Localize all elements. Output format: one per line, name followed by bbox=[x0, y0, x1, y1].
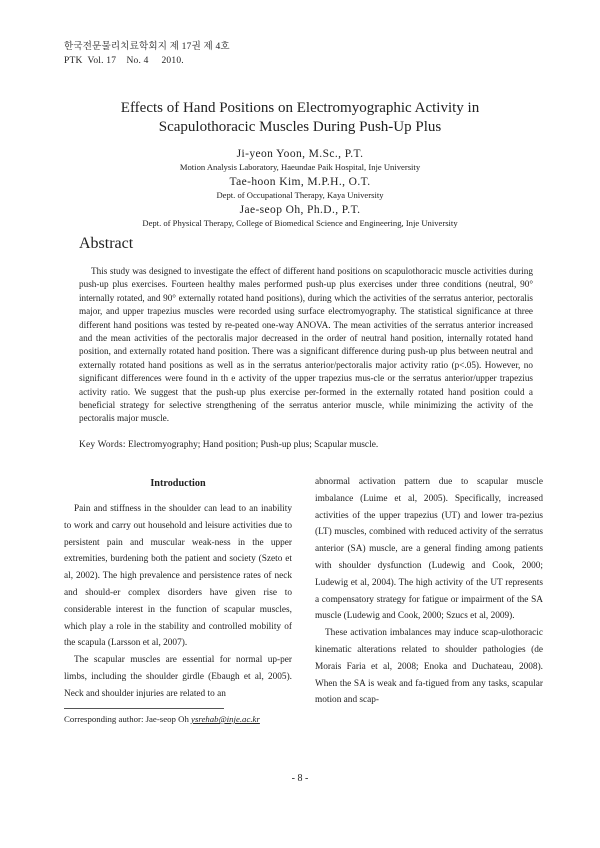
author-block bbox=[40, 147, 560, 231]
author-name: Tae-hoon Kim, M.P.H., O.T. bbox=[229, 176, 371, 188]
corresponding-author-footnote bbox=[64, 713, 260, 725]
right-column bbox=[315, 474, 543, 709]
journal-korean-title: 한국전문물리치료학회지 제 17권 제 4호 bbox=[64, 42, 230, 52]
body-paragraph: These activation imbalances may induce scap-ulothoracic kinematic alterations related to shoulder pathologies (de Morais Faria et al, 2008; Enoka and Duchateau, 2008). When the SA is weak and fa-tigued from any tasks, scapular motion and scap- bbox=[315, 628, 543, 706]
body-paragraph: Pain and stiffness in the shoulder can lead to an inability to work and carry out household and leisure activities due to persistent pain and muscular weak-ness in the upper extremities, burdening both the patient and society (Szeto et al, 2002). The high prevalence and persistence rates of neck and should-er complex disorders have given rise to considerable interest in the function of scapular muscles, which play a role in the stability and controlled mobility of the scapula (Larsson et al, 2007). bbox=[64, 504, 292, 649]
author-affiliation: Dept. of Physical Therapy, College of Biomedical Science and Engineering, Inje University bbox=[142, 218, 458, 228]
paper-title-line-1: Effects of Hand Positions on Electromyographic Activity in bbox=[120, 100, 480, 116]
journal-header bbox=[64, 40, 230, 68]
footnote-label: Corresponding author: Jae-seop Oh bbox=[64, 714, 189, 724]
body-paragraph: The scapular muscles are essential for normal up-per limbs, including the shoulder girdle (Ebaugh et al, 2005). Neck and shoulder injuries are related to an bbox=[64, 655, 292, 699]
body-paragraph: abnormal activation pattern due to scapular muscle imbalance (Luime et al, 2005). Specifically, increased activities of the upper trapezius (UT) and lower tra-pezius (LT) muscles, combined with reduced activity of the serratus anterior (SA) muscle, are a general finding among patients with shoulder dysfunction (Ludewig and Cook, 2000; Ludewig et al, 2004). The high activity of the UT represents a compensatory strategy for fatigue or impairment of the SA muscle (Ludewig and Cook, 2000; Szucs et al, 2009). bbox=[315, 477, 543, 622]
keywords bbox=[79, 439, 378, 452]
paper-title bbox=[40, 99, 560, 137]
keywords-label: Key Words: bbox=[79, 440, 126, 450]
author-affiliation: Motion Analysis Laboratory, Haeundae Paik Hospital, Inje University bbox=[179, 162, 421, 172]
author-name: Ji-yeon Yoon, M.Sc., P.T. bbox=[236, 148, 364, 160]
keywords-text: Electromyography; Hand position; Push-up plus; Scapular muscle. bbox=[127, 440, 379, 450]
left-column bbox=[64, 474, 292, 703]
footnote-divider bbox=[64, 708, 224, 709]
journal-volume: PTK Vol. 17 No. 4 2010. bbox=[64, 56, 184, 66]
paper-title-line-2: Scapulothoracic Muscles During Push-Up Plus bbox=[158, 119, 442, 135]
abstract-heading: Abstract bbox=[79, 235, 134, 252]
section-heading-introduction: Introduction bbox=[150, 478, 206, 489]
abstract-text: This study was designed to investigate the effect of different hand positions on scapulothoracic muscle activities during push-up plus exercises. Fourteen healthy males performed push-up plus exercises under three conditions (neutral, 90° internally rotated, and 90° externally rotated hand positions), during which the activities of the serratus anterior, pectoralis major, and upper trapezius muscles were recorded using surface electromyography. The statistical significance at three different hand positions was tested by re-peated one-way ANOVA. The mean activities of the serratus anterior increased and the mean activities of the pectoralis major decreased in the order of neutral hand position, internally rotated hand position, and externally rotated hand position. There was a significant difference during push-up plus between neutral and externally rotated hand positions as well as in the serratus anterior/pectoralis major activity ratio (p<.05). However, no significant differences were found in th e activity of the upper trapezius mus-cle or the serratus anterior/upper trapezius activity ratio. We suggest that the push-up plus exercise per-formed in the externally rotated hand position could a beneficial strategy for selective strengthening of the serratus anterior muscle, while minimizing the activity of the pectoralis major muscle. bbox=[79, 266, 533, 424]
author-email-link[interactable]: ysrehab@inje.ac.kr bbox=[191, 714, 260, 724]
author-affiliation: Dept. of Occupational Therapy, Kaya University bbox=[216, 190, 384, 200]
author-name: Jae-seop Oh, Ph.D., P.T. bbox=[239, 204, 361, 216]
page-number: - 8 - bbox=[291, 773, 309, 784]
